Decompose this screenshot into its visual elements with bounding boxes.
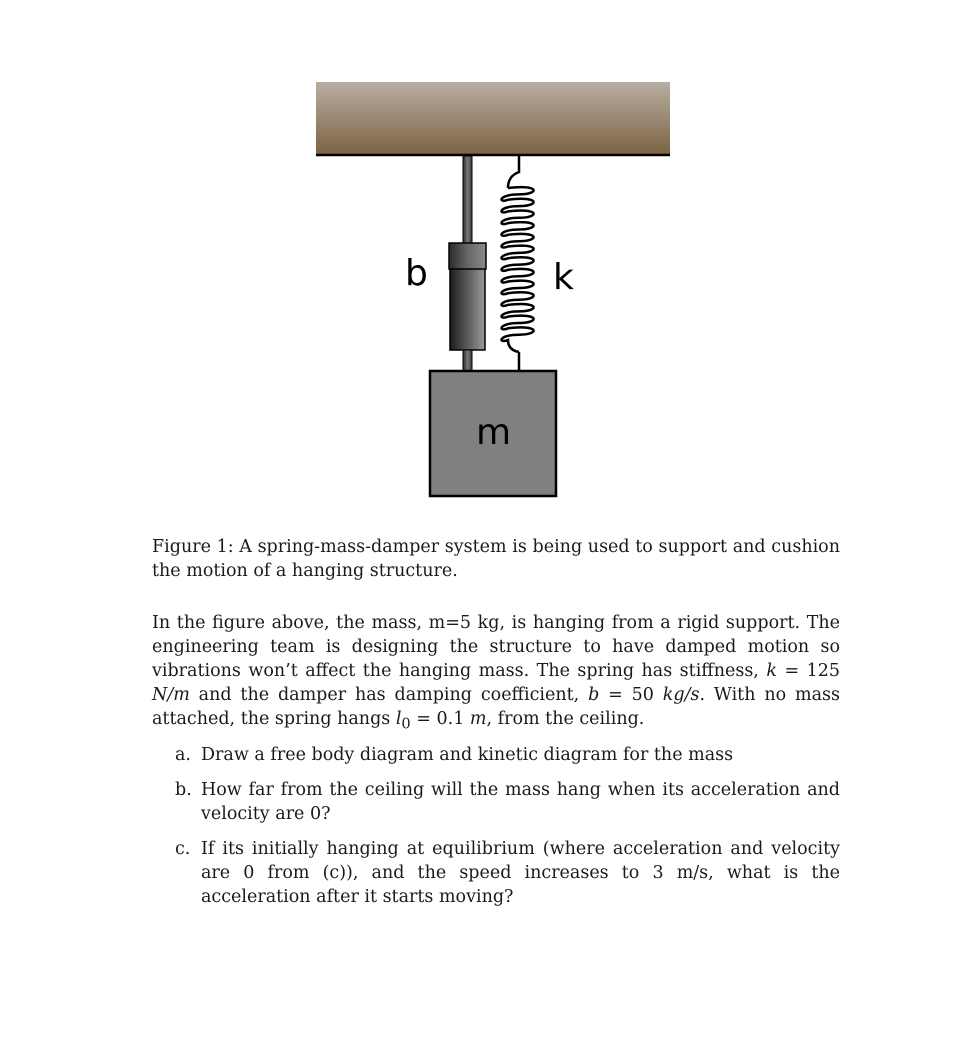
spring (502, 156, 534, 371)
question-item (175, 778, 840, 826)
caption-text: A spring-mass-damper system is being used to support and cushion the motion of a hanging structure. (152, 537, 840, 581)
question-item (175, 837, 840, 909)
math-k-value: = 125 (776, 661, 840, 681)
question-list (175, 743, 840, 920)
question-marker: b. (175, 780, 192, 800)
math-k-unit: N/m (152, 685, 190, 705)
para-text: . With no mass attached, the spring hangs (152, 685, 840, 729)
caption-prefix: Figure 1: (152, 537, 234, 557)
question-text: How far from the ceiling will the mass hang when its acceleration and velocity are 0? (201, 780, 840, 824)
ceiling (316, 82, 670, 155)
math-b: b (588, 685, 600, 705)
para-text: , from the ceiling. (486, 709, 645, 729)
math-b-unit: kg/s (662, 685, 700, 705)
question-item (175, 743, 840, 767)
para-text: In the figure above, the mass, m=5 kg, is hanging from a rigid support. The engineering team is designing the structure to have damped motion so vibrations won’t affect the hanging mass. The spring has stiffness, (152, 613, 840, 681)
question-text: If its initially hanging at equilibrium (where acceleration and velocity are 0 from (c)), and the speed increases to 3 m/s, what is the acceleration after it starts moving? (201, 839, 840, 907)
damper (449, 156, 486, 371)
math-l0-unit: m (469, 709, 487, 729)
math-l0-subscript: 0 (401, 715, 411, 733)
spring-mass-damper-figure (0, 0, 978, 520)
math-b-value: = 50 (599, 685, 663, 705)
figure-caption (152, 535, 840, 583)
math-l0: l (395, 709, 402, 729)
math-l0-value: = 0.1 (410, 709, 470, 729)
damper-label: b (405, 253, 428, 294)
mass-label: m (476, 412, 512, 453)
question-marker: c. (175, 839, 191, 859)
para-text: and the damper has damping coefficient, (189, 685, 589, 705)
question-marker: a. (175, 745, 191, 765)
spring-label: k (553, 257, 574, 298)
question-text: Draw a free body diagram and kinetic diagram for the mass (201, 745, 734, 765)
math-k: k (766, 661, 777, 681)
problem-paragraph (152, 611, 840, 737)
